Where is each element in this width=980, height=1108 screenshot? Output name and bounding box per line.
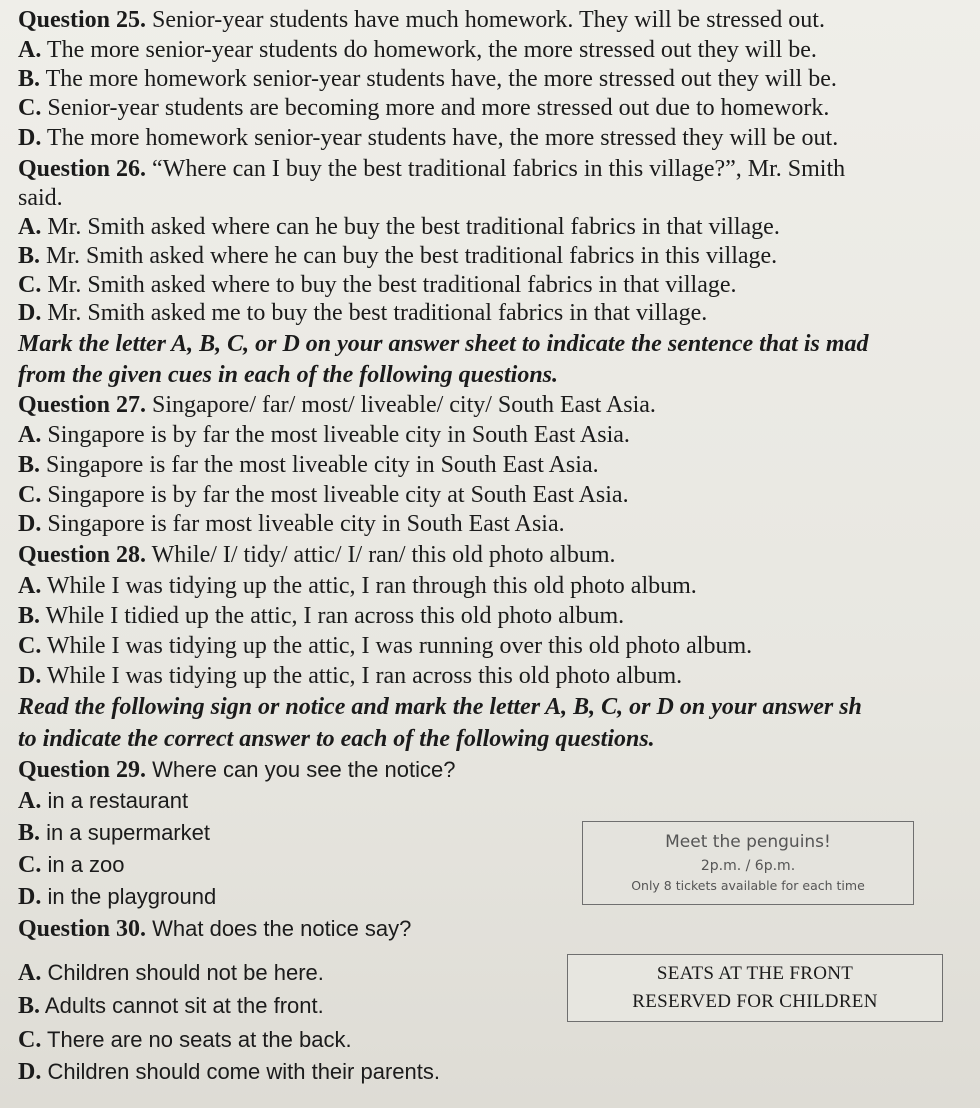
option-letter: D. [18, 884, 42, 910]
option-27-a [18, 420, 630, 450]
option-letter: D. [18, 663, 42, 689]
option-text: in a restaurant [41, 788, 189, 813]
option-letter: D. [18, 125, 42, 151]
penguin-notice [582, 821, 914, 905]
question-text: While/ I/ tidy/ attic/ I/ ran/ this old photo album. [146, 542, 616, 568]
option-25-c [18, 93, 829, 123]
option-text: The more homework senior-year students have, the more stressed out they will be. [40, 66, 837, 92]
notice-line-2: RESERVED FOR CHILDREN [632, 991, 878, 1012]
option-text: Singapore is far the most liveable city in South East Asia. [40, 452, 599, 478]
option-letter: C. [18, 95, 42, 121]
option-letter: C. [18, 633, 42, 659]
question-27 [18, 390, 656, 420]
option-text: Singapore is by far the most liveable city at South East Asia. [41, 482, 629, 508]
option-letter: B. [18, 603, 41, 629]
option-30-d [18, 1057, 440, 1087]
option-text: While I was tidying up the attic, I was running over this old photo album. [41, 633, 753, 659]
question-label: Question 30. [18, 916, 147, 942]
option-letter: C. [18, 852, 42, 878]
option-letter: B. [18, 993, 41, 1019]
option-27-b [18, 450, 599, 480]
question-29 [18, 755, 455, 785]
option-text: There are no seats at the back. [41, 1027, 352, 1052]
option-29-b [18, 818, 210, 848]
question-label: Question 26. [18, 156, 147, 182]
option-text: in the playground [41, 884, 217, 909]
option-29-a [18, 786, 188, 816]
question-label: Question 29. [18, 757, 147, 783]
option-26-d [18, 298, 707, 328]
option-letter: B. [18, 820, 41, 846]
option-text: Children should not be here. [41, 960, 324, 985]
option-letter: A. [18, 960, 42, 986]
option-30-c [18, 1025, 352, 1055]
option-25-a [18, 35, 817, 65]
question-text: Where can you see the notice? [146, 757, 456, 782]
option-text: Mr. Smith asked where he can buy the best traditional fabrics in this village. [40, 243, 778, 269]
option-26-b [18, 241, 777, 271]
option-28-a [18, 571, 697, 601]
option-27-c [18, 480, 629, 510]
notice-line-1: SEATS AT THE FRONT [656, 963, 854, 984]
notice-title: Meet the penguins! [665, 832, 831, 852]
option-text: While I tidied up the attic, I ran across this old photo album. [40, 603, 625, 629]
option-29-c [18, 850, 125, 880]
option-letter: C. [18, 1027, 42, 1053]
option-text: Singapore is by far the most liveable city in South East Asia. [41, 422, 630, 448]
notice-time: 2p.m. / 6p.m. [700, 858, 796, 874]
option-27-d [18, 509, 565, 539]
option-letter: B. [18, 66, 41, 92]
question-text: “Where can I buy the best traditional fabrics in this village?”, Mr. Smith [146, 156, 846, 182]
option-letter: D. [18, 511, 42, 537]
question-label: Question 25. [18, 7, 147, 33]
option-text: in a supermarket [40, 820, 210, 845]
question-28 [18, 540, 616, 570]
option-text: Adults cannot sit at the front. [40, 993, 324, 1018]
option-25-d [18, 123, 838, 153]
question-text: Singapore/ far/ most/ liveable/ city/ South East Asia. [146, 392, 656, 418]
question-26-continuation: said. [18, 185, 63, 211]
option-text: While I was tidying up the attic, I ran across this old photo album. [41, 663, 683, 689]
option-text: Children should come with their parents. [41, 1059, 440, 1084]
option-letter: D. [18, 1059, 42, 1085]
question-30 [18, 914, 411, 944]
question-text: What does the notice say? [146, 916, 412, 941]
option-30-b [18, 991, 324, 1021]
option-text: Mr. Smith asked where can he buy the best traditional fabrics in that village. [41, 214, 780, 240]
option-text: Mr. Smith asked me to buy the best traditional fabrics in that village. [41, 300, 708, 326]
question-label: Question 27. [18, 392, 147, 418]
option-letter: A. [18, 788, 42, 814]
option-letter: A. [18, 422, 42, 448]
notice-note: Only 8 tickets available for each time [631, 878, 865, 893]
question-label: Question 28. [18, 542, 147, 568]
option-text: Mr. Smith asked where to buy the best traditional fabrics in that village. [41, 272, 737, 298]
option-25-b [18, 64, 837, 94]
option-28-b [18, 601, 624, 631]
option-text: in a zoo [41, 852, 125, 877]
option-text: Singapore is far most liveable city in South East Asia. [41, 511, 565, 537]
option-28-c [18, 631, 752, 661]
instruction-line: Mark the letter A, B, C, or D on your answer sheet to indicate the sentence that is mad [18, 331, 869, 357]
option-26-c [18, 270, 737, 300]
question-25 [18, 5, 825, 35]
option-letter: B. [18, 243, 41, 269]
option-letter: B. [18, 452, 41, 478]
seats-notice [567, 954, 943, 1022]
instruction-line: from the given cues in each of the following questions. [18, 362, 559, 388]
option-letter: C. [18, 482, 42, 508]
option-29-d [18, 882, 216, 912]
option-letter: A. [18, 37, 42, 63]
option-30-a [18, 958, 324, 988]
option-text: The more senior-year students do homework, the more stressed out they will be. [41, 37, 817, 63]
option-letter: C. [18, 272, 42, 298]
option-letter: A. [18, 214, 42, 240]
instruction-line: Read the following sign or notice and mark the letter A, B, C, or D on your answer sh [18, 694, 862, 720]
option-text: Senior-year students are becoming more and more stressed out due to homework. [41, 95, 830, 121]
option-text: While I was tidying up the attic, I ran through this old photo album. [41, 573, 697, 599]
instruction-line: to indicate the correct answer to each of the following questions. [18, 726, 655, 752]
option-28-d [18, 661, 682, 691]
option-26-a [18, 212, 780, 242]
option-text: The more homework senior-year students have, the more stressed they will be out. [41, 125, 839, 151]
option-letter: A. [18, 573, 42, 599]
question-text: Senior-year students have much homework. They will be stressed out. [146, 7, 825, 33]
option-letter: D. [18, 300, 42, 326]
question-26 [18, 154, 845, 184]
